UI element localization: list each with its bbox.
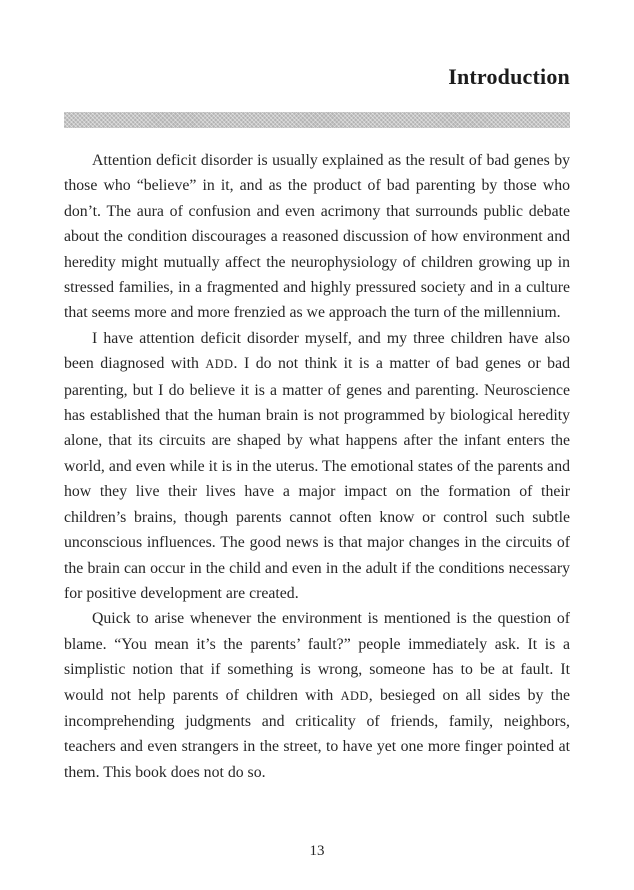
page-content (64, 0, 570, 785)
paragraph: I have attention deficit disorder myself, and my three children have also been diagnosed with ADD. I do not think it is a matter of bad genes or bad parenting, but I do believe it is a matter of genes and parenting. Neuroscience has established that the human brain is not programmed by biological heredity alone, that its circuits are shaped by what happens after the infant enters the world, and even while it is in the uterus. The emotional states of the parents and how they live their lives have a major impact on the formation of their children’s brains, though parents cannot often know or control such subtle unconscious influences. The good news is that major changes in the circuits of the brain can occur in the child and even in the adult if the conditions necessary for positive development are created. (64, 329, 570, 602)
chapter-title: Introduction (448, 64, 570, 89)
smallcaps-acronym: ADD (340, 688, 369, 703)
paragraph: Attention deficit disorder is usually explained as the result of bad genes by those who “believe” in it, and as the product of bad parenting by those who don’t. The aura of confusion and even acrimony that surrounds public debate about the condition discourages a reasoned discussion of how environment and heredity might mutually affect the neurophysiology of children growing up in stressed families, in a fragmented and highly pressured society and in a culture that seems more and more frenzied as we approach the turn of the millennium. (64, 152, 570, 322)
page-number: 13 (309, 843, 325, 859)
smallcaps-acronym: ADD (205, 357, 234, 372)
body-text (64, 148, 570, 785)
paragraph: Quick to arise whenever the environment is mentioned is the question of blame. “You mean it’s the parents’ fault?” people immediately ask. It is a simplistic notion that if something is wrong, someone has to be at fault. It would not help parents of children with ADD, besieged on all sides by the incomprehending judgments and criticality of friends, family, neighbors, teachers and even strangers in the street, to have yet one more finger pointed at them. This book does not do so. (64, 610, 571, 781)
decorative-divider-bar (64, 112, 570, 128)
